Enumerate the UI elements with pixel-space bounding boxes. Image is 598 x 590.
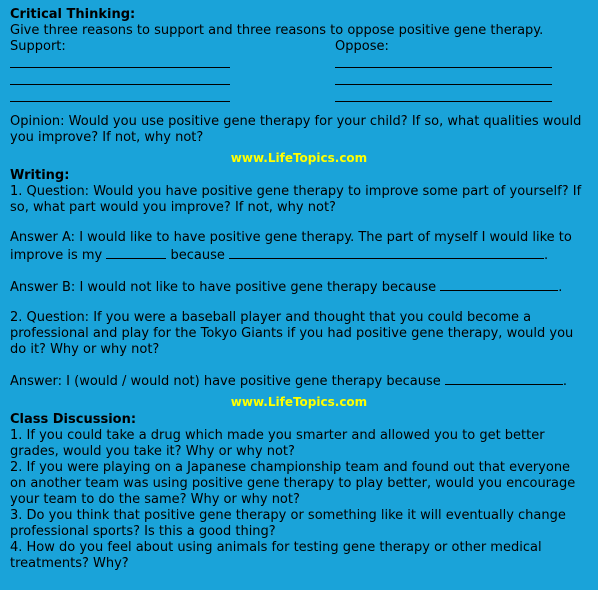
writing-question-2: 2. Question: If you were a baseball player and thought that you could become a professional and play for the Tokyo Giants if you had positive gene therapy, would you do it? Why or why not? (10, 310, 574, 357)
answer-a-period: . (544, 248, 549, 263)
answer-b-text: Answer B: I would not like to have positive gene therapy because (10, 280, 437, 295)
discussion-item: 4. How do you feel about using animals for testing gene therapy or other medical treatments? Why? (10, 540, 542, 571)
answer-a-blank-2[interactable] (229, 246, 544, 259)
writing-question-1: 1. Question: Would you have positive gene therapy to improve some part of yourself? If so, what part would you improve? If not, why not? (10, 184, 582, 215)
website-link-2[interactable]: www.LifeTopics.com (230, 395, 368, 409)
oppose-column (335, 39, 552, 106)
answer-2 (10, 372, 588, 390)
discussion-item: 1. If you could take a drug which made you smarter and allowed you to get better grades, would you take it? Why or why not? (10, 428, 545, 459)
critical-thinking-section (10, 7, 588, 146)
support-oppose-columns (10, 39, 588, 106)
answer-b-blank[interactable] (440, 278, 558, 291)
oppose-line-3[interactable] (335, 89, 552, 102)
discussion-item: 3. Do you think that positive gene therapy or something like it will eventually change professional sports? Is this a good thing? (10, 508, 566, 539)
discussion-item: 2. If you were playing on a Japanese championship team and found out that everyone on another team was using positive gene therapy to play better, would you encourage your team to do the same? Why or why not? (10, 460, 576, 507)
answer-2-text: Answer: I (would / would not) have positive gene therapy because (10, 374, 441, 389)
opinion-question: Opinion: Would you use positive gene therapy for your child? If so, what qualities would you improve? If not, why not? (10, 114, 582, 145)
support-line-3[interactable] (10, 89, 230, 102)
support-line-1[interactable] (10, 55, 230, 68)
support-label: Support: (10, 39, 66, 54)
answer-a-blank-1[interactable] (106, 246, 166, 259)
writing-heading: Writing: (10, 168, 70, 183)
answer-2-period: . (562, 374, 568, 389)
answer-a (10, 230, 588, 264)
support-column (10, 39, 230, 106)
answer-b-period: . (558, 280, 563, 295)
website-link-1[interactable]: www.LifeTopics.com (230, 151, 368, 165)
class-discussion-heading: Class Discussion: (10, 412, 137, 427)
oppose-label: Oppose: (335, 39, 389, 54)
answer-a-because: because (170, 248, 225, 263)
critical-thinking-heading: Critical Thinking: (10, 7, 136, 22)
answer-b (10, 278, 588, 296)
support-line-2[interactable] (10, 72, 230, 85)
answer-a-text: Answer A: I would like to have positive gene therapy. The part of myself I would like to improve is my (10, 230, 572, 263)
oppose-line-1[interactable] (335, 55, 552, 68)
oppose-line-2[interactable] (335, 72, 552, 85)
answer-2-blank[interactable] (445, 372, 563, 385)
writing-section (10, 168, 588, 390)
class-discussion-section (10, 412, 588, 572)
critical-thinking-instruction: Give three reasons to support and three reasons to oppose positive gene therapy. (10, 23, 544, 38)
